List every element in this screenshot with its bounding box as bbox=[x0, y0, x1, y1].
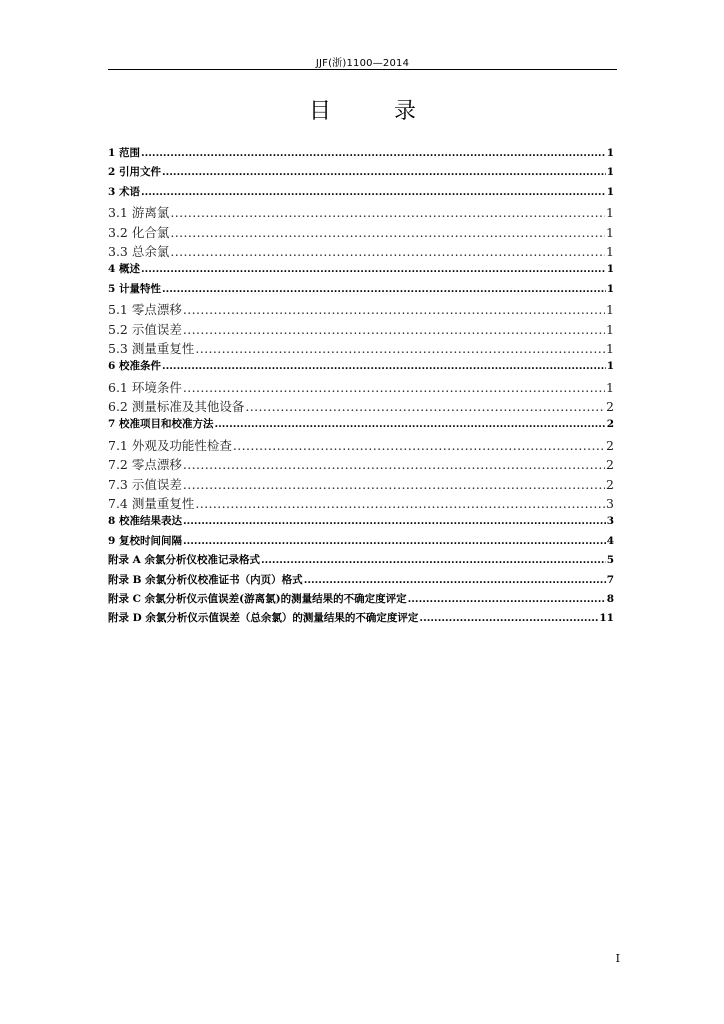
toc-entry-page: 8 bbox=[606, 592, 614, 605]
toc-entry-label: 9 复校时间间隔 bbox=[108, 534, 182, 547]
toc-dot-leader bbox=[183, 457, 605, 472]
toc-entry[interactable] bbox=[108, 242, 614, 261]
toc-dot-leader bbox=[141, 186, 606, 198]
toc-entry-page: 1 bbox=[606, 166, 614, 179]
toc-entry-label: 3.2 化合氯 bbox=[108, 224, 170, 240]
toc-entry[interactable] bbox=[108, 416, 614, 435]
toc-entry-label: 7 校准项目和校准方法 bbox=[108, 418, 214, 431]
toc-entry-label: 4 概述 bbox=[108, 263, 140, 276]
toc-entry-page: 3 bbox=[606, 496, 614, 512]
toc-entry-label: 2 引用文件 bbox=[108, 166, 161, 179]
toc-entry-label: 5.3 测量重复性 bbox=[108, 340, 195, 356]
toc-entry-page: 2 bbox=[606, 437, 614, 453]
toc-entry[interactable] bbox=[108, 203, 614, 222]
toc-entry[interactable] bbox=[108, 455, 614, 474]
toc-entry[interactable] bbox=[108, 475, 614, 494]
toc-dot-leader bbox=[419, 612, 598, 624]
toc-entry-label: 附录 C 余氯分析仪示值误差(游离氯)的测量结果的不确定度评定 bbox=[108, 592, 407, 605]
toc-dot-leader bbox=[183, 535, 606, 547]
toc-entry-page: 1 bbox=[606, 243, 614, 259]
toc-entry-label: 1 范围 bbox=[108, 147, 140, 159]
toc-dot-leader bbox=[183, 515, 606, 527]
toc-entry-page: 11 bbox=[599, 612, 614, 625]
toc-entry-label: 6 校准条件 bbox=[108, 360, 161, 373]
toc-entry[interactable] bbox=[108, 281, 614, 300]
toc-dot-leader bbox=[183, 477, 605, 492]
toc-entry-page: 1 bbox=[606, 224, 614, 240]
toc-entry-label: 7.4 测量重复性 bbox=[108, 496, 195, 512]
toc-entry-label: 附录 A 余氯分析仪校准记录格式 bbox=[108, 554, 260, 567]
table-of-contents bbox=[108, 145, 614, 630]
toc-entry[interactable] bbox=[108, 145, 614, 164]
toc-entry[interactable] bbox=[108, 494, 614, 513]
page-number: I bbox=[615, 952, 620, 965]
toc-dot-leader bbox=[261, 554, 606, 566]
toc-dot-leader bbox=[214, 418, 605, 430]
toc-entry[interactable] bbox=[108, 184, 614, 203]
toc-entry-label: 6.1 环境条件 bbox=[108, 379, 182, 395]
toc-dot-leader bbox=[141, 263, 606, 275]
toc-entry[interactable] bbox=[108, 552, 614, 571]
toc-dot-leader bbox=[170, 205, 605, 220]
toc-dot-leader bbox=[183, 322, 605, 337]
toc-entry[interactable] bbox=[108, 223, 614, 242]
toc-dot-leader bbox=[162, 283, 606, 295]
toc-dot-leader bbox=[170, 244, 605, 259]
toc-entry-page: 5 bbox=[606, 554, 614, 567]
toc-entry-page: 1 bbox=[606, 340, 614, 356]
toc-entry-label: 6.2 测量标准及其他设备 bbox=[108, 399, 245, 415]
toc-entry-label: 附录 D 余氯分析仪示值误差（总余氯）的测量结果的不确定度评定 bbox=[108, 612, 419, 625]
toc-entry-page: 1 bbox=[606, 147, 614, 159]
toc-entry-label: 7.2 零点漂移 bbox=[108, 457, 182, 473]
toc-entry[interactable] bbox=[108, 610, 614, 629]
toc-dot-leader bbox=[195, 341, 605, 356]
toc-entry-label: 3.3 总余氯 bbox=[108, 243, 170, 259]
toc-entry-page: 1 bbox=[606, 321, 614, 337]
toc-entry[interactable] bbox=[108, 591, 614, 610]
page-header: JJF(浙)1100—2014 bbox=[315, 58, 410, 69]
toc-entry[interactable] bbox=[108, 300, 614, 319]
toc-entry-label: 5 计量特性 bbox=[108, 282, 161, 295]
toc-entry[interactable] bbox=[108, 378, 614, 397]
toc-entry-page: 2 bbox=[606, 476, 614, 492]
toc-entry-page: 1 bbox=[606, 379, 614, 395]
toc-entry[interactable] bbox=[108, 436, 614, 455]
toc-entry[interactable] bbox=[108, 397, 614, 416]
toc-entry[interactable] bbox=[108, 164, 614, 183]
toc-entry[interactable] bbox=[108, 358, 614, 377]
toc-entry[interactable] bbox=[108, 320, 614, 339]
toc-entry-label: 5.1 零点漂移 bbox=[108, 302, 182, 318]
toc-entry-page: 2 bbox=[606, 399, 614, 415]
toc-dot-leader bbox=[183, 302, 605, 317]
toc-dot-leader bbox=[408, 593, 606, 605]
toc-entry-label: 7.3 示值误差 bbox=[108, 476, 182, 492]
toc-entry[interactable] bbox=[108, 533, 614, 552]
toc-entry-page: 1 bbox=[606, 185, 614, 198]
toc-entry[interactable] bbox=[108, 261, 614, 280]
page-title: 目 录 bbox=[309, 99, 444, 124]
toc-entry-label: 7.1 外观及功能性检查 bbox=[108, 437, 232, 453]
toc-entry-page: 7 bbox=[606, 573, 614, 586]
toc-entry-label: 3.1 游离氯 bbox=[108, 205, 170, 221]
toc-entry-page: 1 bbox=[606, 282, 614, 295]
toc-entry[interactable] bbox=[108, 513, 614, 532]
toc-entry-label: 附录 B 余氯分析仪校准证书（内页）格式 bbox=[108, 573, 303, 586]
toc-entry-label: 5.2 示值误差 bbox=[108, 321, 182, 337]
toc-entry-label: 8 校准结果表达 bbox=[108, 515, 182, 528]
toc-dot-leader bbox=[141, 147, 606, 159]
toc-entry-label: 3 术语 bbox=[108, 185, 140, 198]
toc-dot-leader bbox=[245, 399, 605, 414]
toc-dot-leader bbox=[162, 360, 606, 372]
toc-entry[interactable] bbox=[108, 339, 614, 358]
toc-entry-page: 1 bbox=[606, 302, 614, 318]
toc-entry-page: 1 bbox=[606, 263, 614, 276]
toc-entry-page: 1 bbox=[606, 360, 614, 373]
toc-dot-leader bbox=[183, 380, 605, 395]
toc-entry-page: 3 bbox=[606, 515, 614, 528]
toc-entry-page: 1 bbox=[606, 205, 614, 221]
toc-entry-page: 4 bbox=[606, 534, 614, 547]
toc-entry[interactable] bbox=[108, 572, 614, 591]
toc-dot-leader bbox=[233, 438, 605, 453]
toc-dot-leader bbox=[195, 496, 605, 511]
toc-entry-page: 2 bbox=[606, 418, 614, 431]
toc-dot-leader bbox=[304, 574, 606, 586]
toc-dot-leader bbox=[162, 166, 606, 178]
toc-entry-page: 2 bbox=[606, 457, 614, 473]
header-rule bbox=[108, 69, 617, 70]
toc-dot-leader bbox=[170, 225, 605, 240]
